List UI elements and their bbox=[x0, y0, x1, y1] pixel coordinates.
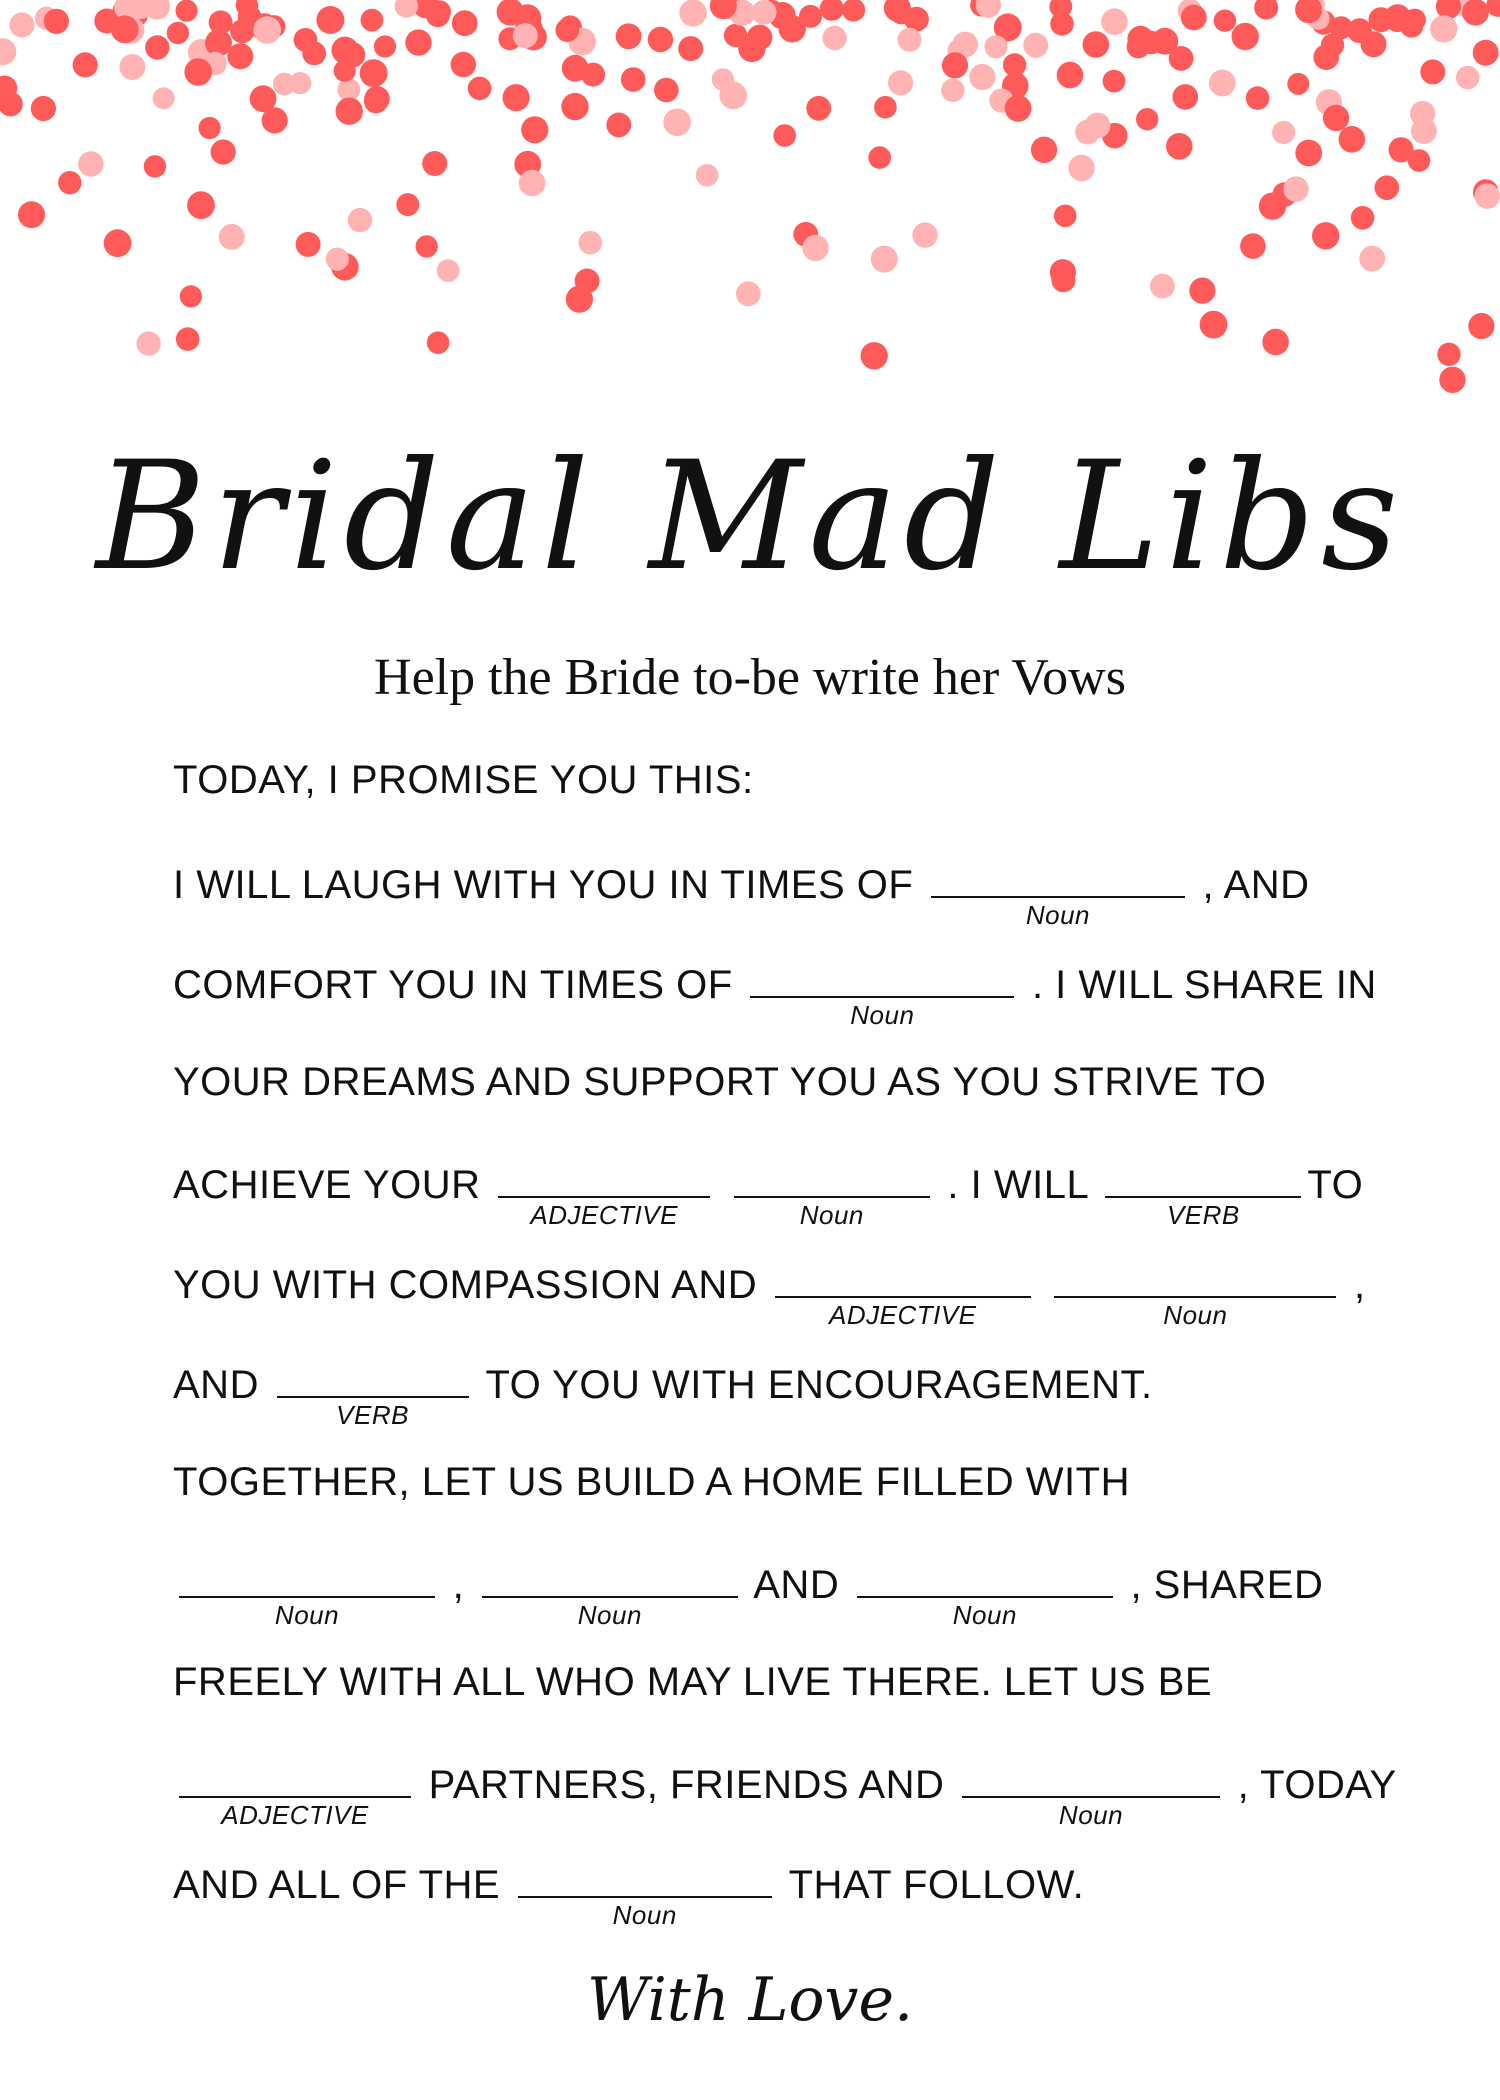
confetti-dot bbox=[144, 155, 166, 177]
confetti-dot bbox=[1181, 5, 1207, 31]
vow-text: , bbox=[441, 1563, 476, 1607]
confetti-dot bbox=[1101, 8, 1128, 35]
confetti-dot bbox=[696, 164, 719, 187]
confetti-dot bbox=[302, 42, 326, 66]
confetti-decoration bbox=[0, 0, 1500, 480]
confetti-dot bbox=[874, 96, 897, 119]
vow-text: , SHARED bbox=[1118, 1563, 1324, 1607]
fill-in-blank[interactable] bbox=[179, 1562, 435, 1630]
fill-in-blank[interactable] bbox=[179, 1762, 411, 1830]
confetti-dot bbox=[296, 232, 321, 257]
confetti-dot bbox=[1166, 133, 1193, 160]
confetti-dot bbox=[360, 59, 388, 87]
confetti-dot bbox=[58, 171, 81, 194]
vow-line bbox=[173, 1462, 1403, 1502]
confetti-dot bbox=[1246, 86, 1270, 110]
confetti-dot bbox=[452, 10, 478, 36]
confetti-dot bbox=[1462, 0, 1489, 26]
confetti-dot bbox=[1005, 95, 1032, 122]
vow-line bbox=[173, 1662, 1403, 1702]
vow-text: TO bbox=[1307, 1163, 1364, 1207]
confetti-dot bbox=[648, 27, 673, 52]
fill-in-blank[interactable] bbox=[518, 1862, 772, 1930]
confetti-dot bbox=[1283, 176, 1308, 201]
confetti-dot bbox=[888, 70, 913, 95]
confetti-dot bbox=[1050, 12, 1074, 36]
confetti-dot bbox=[1321, 33, 1344, 56]
confetti-dot bbox=[0, 38, 16, 65]
confetti-dot bbox=[253, 16, 281, 44]
confetti-dot bbox=[941, 79, 964, 102]
vow-line bbox=[173, 1762, 1403, 1830]
confetti-dot bbox=[1437, 343, 1460, 366]
confetti-dot bbox=[1189, 278, 1215, 304]
confetti-dot bbox=[1473, 40, 1499, 66]
confetti-dot bbox=[273, 73, 296, 96]
fill-in-blank[interactable] bbox=[857, 1562, 1113, 1630]
word-type-caption: VERB bbox=[1166, 1200, 1240, 1230]
confetti-dot bbox=[871, 246, 898, 273]
confetti-dot bbox=[1430, 15, 1457, 42]
confetti-dot bbox=[262, 107, 288, 133]
vow-text: TOGETHER, LET US BUILD A HOME FILLED WITH bbox=[173, 1460, 1130, 1504]
confetti-dot bbox=[1262, 329, 1289, 356]
confetti-dot bbox=[678, 36, 703, 61]
vow-line bbox=[173, 1262, 1403, 1330]
vow-line bbox=[173, 1362, 1403, 1430]
confetti-dot bbox=[712, 68, 734, 90]
confetti-dot bbox=[663, 109, 691, 137]
confetti-dot bbox=[521, 116, 548, 143]
confetti-dot bbox=[316, 6, 344, 34]
word-type-caption: Noun bbox=[1025, 900, 1090, 930]
closing-signature: With Love. bbox=[586, 1965, 914, 2035]
confetti-dot bbox=[799, 5, 822, 28]
page-title: Bridal Mad Libs bbox=[95, 430, 1405, 604]
confetti-dot bbox=[806, 96, 831, 121]
confetti-dot bbox=[416, 235, 438, 257]
word-type-caption: Noun bbox=[612, 1900, 677, 1930]
page-subtitle: Help the Bride to-be write her Vows bbox=[374, 649, 1126, 706]
confetti-dot bbox=[176, 327, 200, 351]
vow-text: YOUR DREAMS AND SUPPORT YOU AS YOU STRIVE TO bbox=[173, 1060, 1267, 1104]
confetti-dot bbox=[422, 151, 447, 176]
confetti-dot bbox=[18, 201, 45, 228]
confetti-dot bbox=[78, 151, 103, 176]
vow-line bbox=[173, 1062, 1403, 1102]
confetti-dot bbox=[1410, 101, 1435, 126]
confetti-dot bbox=[451, 52, 476, 77]
word-type-caption: Noun bbox=[1058, 1800, 1124, 1830]
confetti-dot bbox=[187, 191, 215, 219]
confetti-dot bbox=[773, 124, 796, 147]
fill-in-blank[interactable] bbox=[931, 862, 1185, 930]
vow-line bbox=[173, 1862, 1403, 1930]
confetti-dot bbox=[199, 117, 221, 139]
confetti-dot bbox=[1323, 105, 1349, 131]
confetti-dot bbox=[1400, 14, 1423, 37]
fill-in-blank[interactable] bbox=[750, 962, 1014, 1030]
confetti-dot bbox=[184, 58, 212, 86]
confetti-dot bbox=[219, 224, 245, 250]
confetti-dot bbox=[752, 0, 777, 25]
confetti-dot bbox=[802, 235, 828, 261]
word-type-caption: Noun bbox=[1163, 1300, 1228, 1330]
vow-text bbox=[716, 1163, 728, 1207]
confetti-dot bbox=[336, 98, 363, 125]
confetti-dot bbox=[566, 286, 593, 313]
confetti-dot bbox=[1075, 120, 1100, 145]
vow-text: COMFORT YOU IN TIMES OF bbox=[173, 963, 745, 1007]
confetti-dot bbox=[1173, 84, 1199, 110]
confetti-dot bbox=[912, 222, 937, 247]
confetti-dot bbox=[1136, 108, 1158, 130]
confetti-dot bbox=[153, 87, 175, 109]
vow-text: . I WILL SHARE IN bbox=[1020, 963, 1377, 1007]
confetti-dot bbox=[579, 231, 603, 255]
vow-text: , TODAY bbox=[1226, 1763, 1397, 1807]
vow-line bbox=[173, 1562, 1403, 1630]
vow-text: THAT FOLLOW. bbox=[777, 1863, 1085, 1907]
confetti-dot bbox=[1003, 53, 1026, 76]
confetti-dot bbox=[73, 52, 98, 77]
word-type-caption: Noun bbox=[274, 1600, 340, 1630]
confetti-dot bbox=[426, 3, 450, 27]
confetti-dot bbox=[1139, 31, 1163, 55]
confetti-dot bbox=[136, 331, 160, 355]
vow-text: . I WILL bbox=[935, 1163, 1100, 1207]
confetti-dot bbox=[1468, 313, 1494, 339]
fill-in-blank[interactable] bbox=[734, 1162, 930, 1230]
fill-in-blank[interactable] bbox=[482, 1562, 738, 1630]
confetti-dot bbox=[502, 84, 529, 111]
confetti-dot bbox=[616, 23, 642, 49]
confetti-dot bbox=[1240, 233, 1266, 259]
confetti-dot bbox=[374, 35, 396, 57]
confetti-dot bbox=[679, 0, 706, 27]
confetti-dot bbox=[1339, 126, 1366, 153]
confetti-dot bbox=[984, 35, 1007, 58]
confetti-dot bbox=[326, 248, 349, 271]
vow-text: AND bbox=[743, 1563, 851, 1607]
confetti-dot bbox=[654, 78, 679, 103]
vow-text: , bbox=[1342, 1263, 1366, 1307]
confetti-dot bbox=[1312, 222, 1339, 249]
confetti-dot bbox=[1214, 10, 1236, 32]
confetti-dot bbox=[331, 37, 358, 64]
confetti-dot bbox=[1456, 66, 1479, 89]
confetti-dot bbox=[427, 331, 450, 354]
confetti-dot bbox=[736, 281, 761, 306]
confetti-dot bbox=[1050, 259, 1076, 285]
word-type-caption: Noun bbox=[577, 1600, 642, 1630]
confetti-dot bbox=[1359, 246, 1385, 272]
word-type-caption: ADJECTIVE bbox=[221, 1800, 369, 1830]
fill-in-blank[interactable] bbox=[277, 1362, 469, 1430]
confetti-dot bbox=[1232, 23, 1259, 50]
confetti-dot bbox=[396, 193, 419, 216]
confetti-dot bbox=[468, 77, 492, 101]
confetti-dot bbox=[561, 93, 588, 120]
confetti-dot bbox=[606, 113, 631, 138]
vow-heading: TODAY, I PROMISE YOU THIS: bbox=[173, 758, 754, 802]
confetti-dot bbox=[44, 9, 69, 34]
confetti-dot bbox=[405, 29, 431, 55]
confetti-dot bbox=[868, 146, 891, 169]
confetti-dot bbox=[621, 67, 646, 92]
fill-in-blank[interactable] bbox=[962, 1762, 1220, 1830]
confetti-dot bbox=[1420, 59, 1445, 84]
confetti-dot bbox=[942, 52, 968, 78]
confetti-dot bbox=[1150, 274, 1175, 299]
confetti-dot bbox=[348, 208, 372, 232]
confetti-dot bbox=[1475, 183, 1500, 208]
confetti-dot bbox=[31, 96, 56, 121]
vow-text: ACHIEVE YOUR bbox=[173, 1163, 493, 1207]
confetti-dot bbox=[119, 54, 145, 80]
confetti-dot bbox=[519, 170, 546, 197]
confetti-dot bbox=[1103, 70, 1126, 93]
confetti-dot bbox=[513, 23, 538, 48]
confetti-dot bbox=[820, 0, 844, 21]
confetti-dot bbox=[1254, 0, 1278, 20]
confetti-dot bbox=[1389, 137, 1414, 162]
word-type-caption: VERB bbox=[336, 1400, 409, 1430]
confetti-dot bbox=[1347, 18, 1372, 43]
vow-text bbox=[1037, 1263, 1049, 1307]
vow-line bbox=[173, 1162, 1403, 1230]
word-type-caption: ADJECTIVE bbox=[530, 1200, 678, 1230]
word-type-caption: Noun bbox=[850, 1000, 915, 1030]
confetti-dot bbox=[1439, 367, 1465, 393]
confetti-dot bbox=[1057, 62, 1084, 89]
confetti-dot bbox=[1031, 137, 1057, 163]
confetti-dot bbox=[361, 9, 384, 32]
vow-line bbox=[173, 862, 1403, 930]
confetti-dot bbox=[211, 139, 236, 164]
confetti-dot bbox=[1272, 121, 1295, 144]
confetti-dot bbox=[364, 86, 390, 112]
confetti-dot bbox=[1287, 73, 1309, 95]
word-type-caption: Noun bbox=[952, 1600, 1017, 1630]
confetti-dot bbox=[437, 259, 460, 282]
vow-text: , AND bbox=[1190, 863, 1310, 907]
confetti-dot bbox=[111, 15, 139, 43]
vow-text: FREELY WITH ALL WHO MAY LIVE THERE. LET US BE bbox=[173, 1660, 1213, 1704]
vow-text: AND bbox=[173, 1363, 271, 1407]
confetti-dot bbox=[1200, 311, 1228, 339]
confetti-dot bbox=[1209, 70, 1236, 97]
fill-in-blank[interactable] bbox=[775, 1262, 1031, 1330]
confetti-dot bbox=[1023, 33, 1048, 58]
confetti-dot bbox=[1083, 31, 1110, 58]
confetti-dot bbox=[1054, 205, 1077, 228]
confetti-dot bbox=[861, 342, 888, 369]
confetti-dot bbox=[898, 28, 922, 52]
confetti-dot bbox=[104, 229, 132, 257]
confetti-dot bbox=[230, 19, 254, 43]
confetti-dot bbox=[562, 55, 589, 82]
fill-in-blank[interactable] bbox=[1105, 1162, 1301, 1230]
confetti-dot bbox=[176, 0, 198, 22]
confetti-dot bbox=[969, 64, 995, 90]
confetti-dot bbox=[556, 18, 580, 42]
fill-in-blank[interactable] bbox=[1054, 1262, 1336, 1330]
vow-text: YOU WITH COMPASSION AND bbox=[173, 1263, 769, 1307]
confetti-dot bbox=[167, 22, 189, 44]
fill-in-blank[interactable] bbox=[498, 1162, 710, 1230]
confetti-dot bbox=[1295, 140, 1322, 167]
confetti-dot bbox=[1375, 175, 1400, 200]
confetti-dot bbox=[842, 0, 865, 22]
confetti-dot bbox=[1068, 155, 1094, 181]
confetti-dot bbox=[822, 26, 846, 50]
confetti-dot bbox=[180, 285, 202, 307]
confetti-dot bbox=[145, 35, 169, 59]
confetti-dot bbox=[395, 0, 418, 18]
word-type-caption: ADJECTIVE bbox=[828, 1300, 977, 1330]
confetti-dot bbox=[738, 35, 765, 62]
vow-text: PARTNERS, FRIENDS AND bbox=[417, 1763, 956, 1807]
vow-text: I WILL LAUGH WITH YOU IN TIMES OF bbox=[173, 863, 925, 907]
confetti-dot bbox=[1351, 206, 1375, 230]
vow-text: AND ALL OF THE bbox=[173, 1863, 512, 1907]
vow-text: TO YOU WITH ENCOURAGEMENT. bbox=[474, 1363, 1153, 1407]
confetti-dot bbox=[9, 12, 34, 37]
word-type-caption: Noun bbox=[799, 1200, 864, 1230]
vow-line bbox=[173, 962, 1403, 1030]
